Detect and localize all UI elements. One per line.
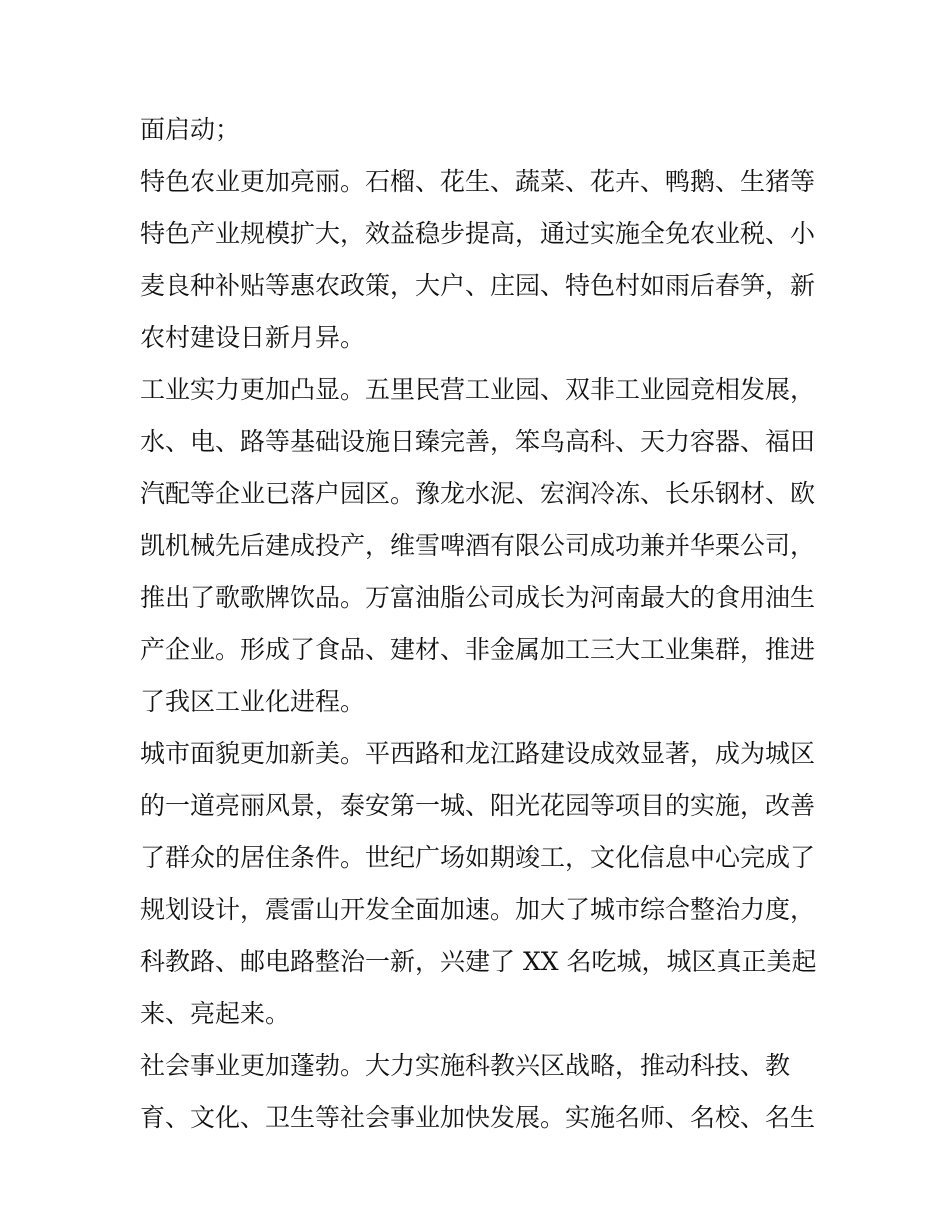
- text-line: 了我区工业化进程。: [140, 687, 366, 716]
- text-line: 产企业。形成了食品、建材、非金属加工三大工业集群，推进: [140, 635, 816, 664]
- text-line: 的一道亮丽风景，泰安第一城、阳光花园等项目的实施，改善: [140, 791, 816, 820]
- text-line: 科教路、邮电路整治一新，兴建了 XX 名吃城，城区真正美起: [140, 947, 817, 976]
- text-line: 了群众的居住条件。世纪广场如期竣工，文化信息中心完成了: [140, 843, 816, 872]
- text-line: 规划设计，震雷山开发全面加速。加大了城市综合整治力度，: [140, 895, 816, 924]
- text-line: 麦良种补贴等惠农政策，大户、庄园、特色村如雨后春笋，新: [140, 271, 816, 300]
- text-line: 工业实力更加凸显。五里民营工业园、双非工业园竞相发展，: [140, 375, 816, 404]
- text-line: 社会事业更加蓬勃。大力实施科教兴区战略，推动科技、教: [140, 1051, 791, 1080]
- text-line: 面启动；: [140, 115, 241, 144]
- text-line: 育、文化、卫生等社会事业加快发展。实施名师、名校、名生: [140, 1103, 816, 1132]
- text-line: 凯机械先后建成投产，维雪啤酒有限公司成功兼并华栗公司，: [140, 531, 816, 560]
- text-line: 水、电、路等基础设施日臻完善，笨鸟高科、天力容器、福田: [140, 427, 816, 456]
- text-line: 汽配等企业已落户园区。豫龙水泥、宏润冷冻、长乐钢材、欧: [140, 479, 816, 508]
- text-line: 推出了歌歌牌饮品。万富油脂公司成长为河南最大的食用油生: [140, 583, 816, 612]
- text-line: 来、亮起来。: [140, 999, 291, 1028]
- body-text: [140, 104, 820, 1144]
- text-line: 特色农业更加亮丽。石榴、花生、蔬菜、花卉、鸭鹅、生猪等: [140, 167, 816, 196]
- text-line: 城市面貌更加新美。平西路和龙江路建设成效显著，成为城区: [140, 739, 816, 768]
- text-line: 农村建设日新月异。: [140, 323, 366, 352]
- text-line: 特色产业规模扩大，效益稳步提高，通过实施全免农业税、小: [140, 219, 816, 248]
